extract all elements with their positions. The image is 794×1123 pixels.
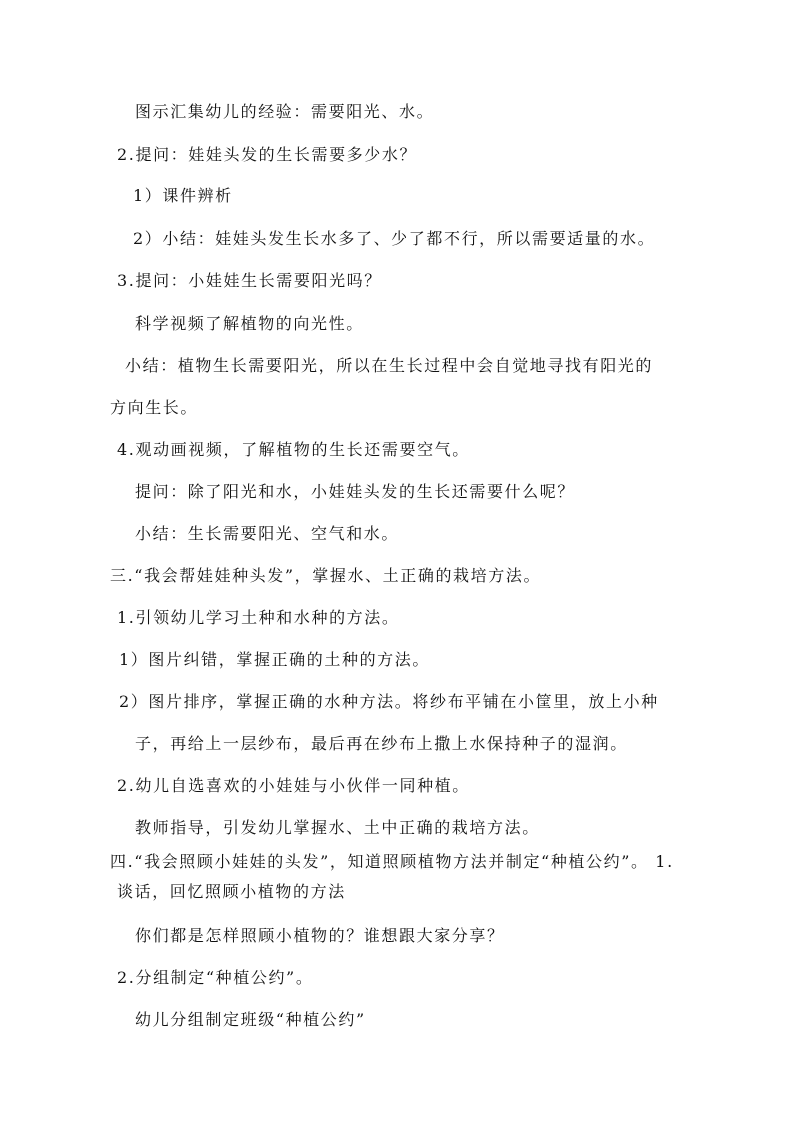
text-line-summary: 图示汇集幼儿的经验：需要阳光、水。 bbox=[135, 102, 435, 121]
section-heading-4: 四.“我会照顾小娃娃的头发”，知道照顾植物方法并制定“种植公约”。 1. bbox=[110, 852, 674, 871]
text-line-guide: 1.引领幼儿学习土种和水种的方法。 bbox=[117, 608, 400, 627]
text-line-class-pact: 幼儿分组制定班级“种植公约” bbox=[135, 1010, 366, 1029]
text-line-question-3: 3.提问：小娃娃生长需要阳光吗？ bbox=[117, 271, 382, 290]
text-line-summary-air: 小结：生长需要阳光、空气和水。 bbox=[135, 524, 400, 543]
text-line-group: 2.分组制定“种植公约”。 bbox=[117, 968, 314, 987]
text-line-planting: 2.幼儿自选喜欢的小娃娃与小伙伴一同种植。 bbox=[117, 776, 470, 795]
text-line-animation: 4.观动画视频，了解植物的生长还需要空气。 bbox=[117, 440, 470, 459]
text-line-summary-sunlight: 小结：植物生长需要阳光，所以在生长过程中会自觉地寻找有阳光的 bbox=[125, 356, 654, 375]
text-line-talk: 谈话，回忆照顾小植物的方法 bbox=[117, 882, 346, 901]
text-line-summary-water: 2）小结：娃娃头发生长水多了、少了都不行，所以需要适量的水。 bbox=[133, 229, 656, 248]
text-line-question-air: 提问：除了阳光和水，小娃娃头发的生长还需要什么呢？ bbox=[135, 482, 576, 501]
section-heading-3: 三.“我会帮娃娃种头发”，掌握水、土正确的栽培方法。 bbox=[110, 566, 542, 585]
text-line-teacher-guide: 教师指导，引发幼儿掌握水、土中正确的栽培方法。 bbox=[135, 818, 540, 837]
text-line-science-video: 科学视频了解植物的向光性。 bbox=[135, 314, 364, 333]
text-line-share: 你们都是怎样照顾小植物的？谁想跟大家分享？ bbox=[135, 926, 505, 945]
text-line-gauze: 子，再给上一层纱布，最后再在纱布上撒上水保持种子的湿润。 bbox=[135, 734, 628, 753]
text-line-picture-correction: 1）图片纠错，掌握正确的土种的方法。 bbox=[119, 650, 430, 669]
text-line-question-2: 2.提问：娃娃头发的生长需要多少水？ bbox=[117, 145, 418, 164]
text-line-courseware: 1）课件辨析 bbox=[133, 186, 233, 205]
text-line-picture-ordering: 2）图片排序，掌握正确的水种方法。将纱布平铺在小筐里，放上小种 bbox=[119, 692, 659, 711]
text-line-direction: 方向生长。 bbox=[110, 398, 199, 417]
